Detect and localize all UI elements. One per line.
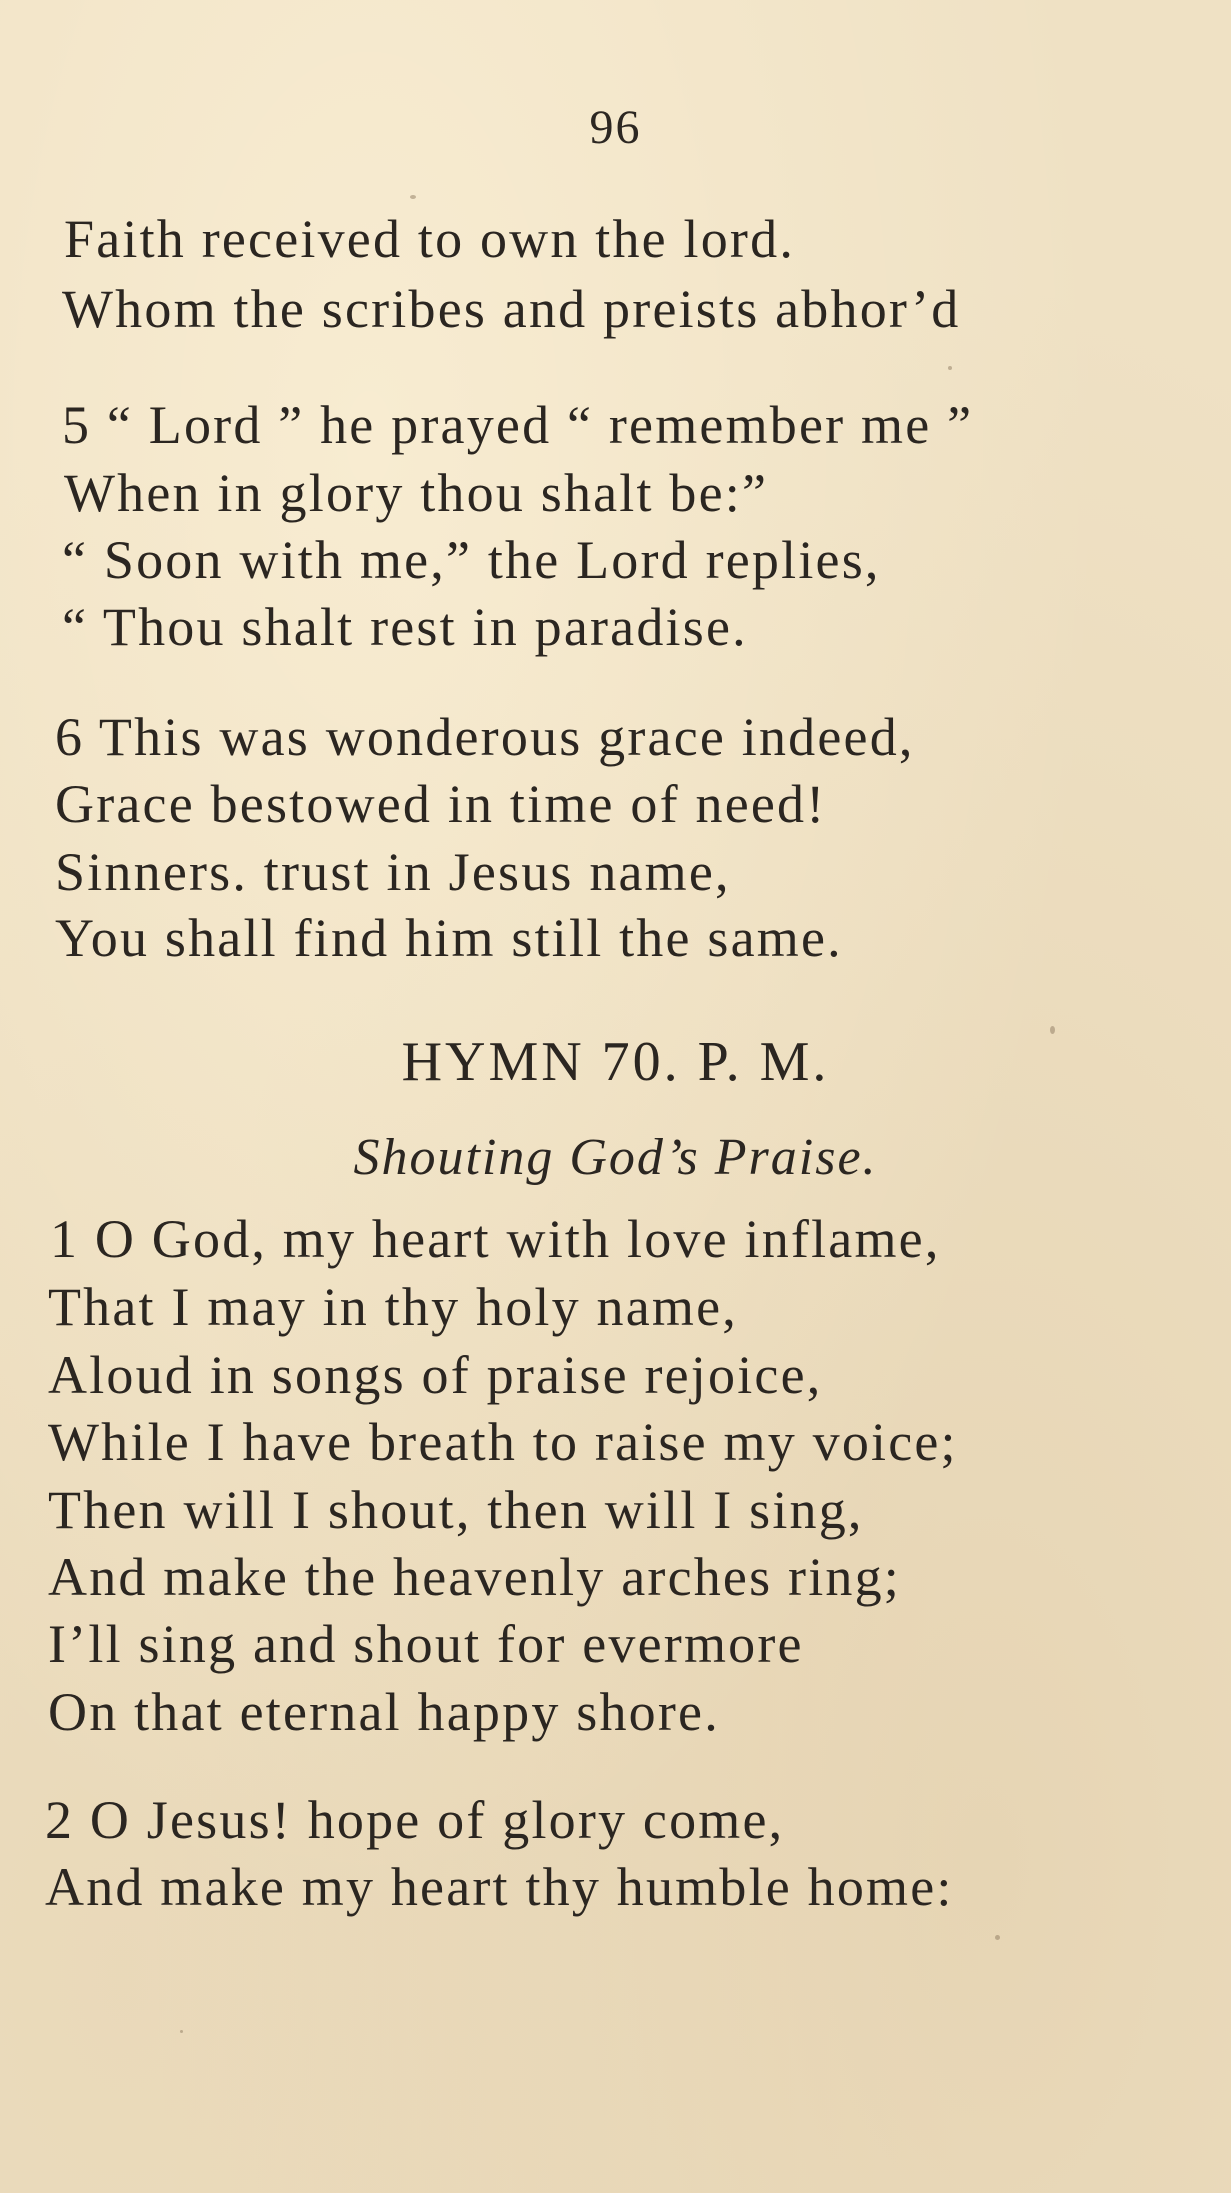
verse-line: When in glory thou shalt be:” [64,463,769,523]
verse-line: 2 O Jesus! hope of glory come, [45,1790,785,1850]
verse-line: 5 “ Lord ” he prayed “ remember me ” [62,395,974,455]
verse-line: “ Soon with me,” the Lord replies, [62,530,881,590]
verse-line: 6 This was wonderous grace indeed, [55,707,915,767]
paper-speck [410,195,416,199]
verse-line: Grace bestowed in time of need! [55,774,827,834]
paper-speck [995,1935,1000,1940]
verse-line: I’ll sing and shout for evermore [48,1614,804,1674]
verse-line: Faith received to own the lord. [64,209,796,269]
verse-line: “ Thou shalt rest in paradise. [62,597,748,657]
hymn-subtitle: Shouting God’s Praise. [353,1129,878,1186]
verse-line: Aloud in songs of praise rejoice, [48,1345,823,1405]
paper-speck [180,2030,183,2033]
verse-line: You shall find him still the same. [55,908,843,968]
page-number: 96 [589,101,642,154]
verse-line: And make my heart thy humble home: [45,1857,954,1917]
verse-line: While I have breath to raise my voice; [48,1412,958,1472]
hymn-title: HYMN 70. P. M. [401,1031,830,1093]
verse-line: On that eternal happy shore. [48,1682,720,1742]
verse-line: Whom the scribes and preists abhor’d [62,279,961,339]
verse-line: 1 O God, my heart with love inflame, [50,1209,941,1269]
verse-line: And make the heavenly arches ring; [48,1547,902,1607]
verse-line: Then will I shout, then will I sing, [48,1480,864,1540]
verse-line: Sinners. trust in Jesus name, [55,842,731,902]
verse-line: That I may in thy holy name, [48,1277,738,1337]
paper-speck [948,366,952,370]
